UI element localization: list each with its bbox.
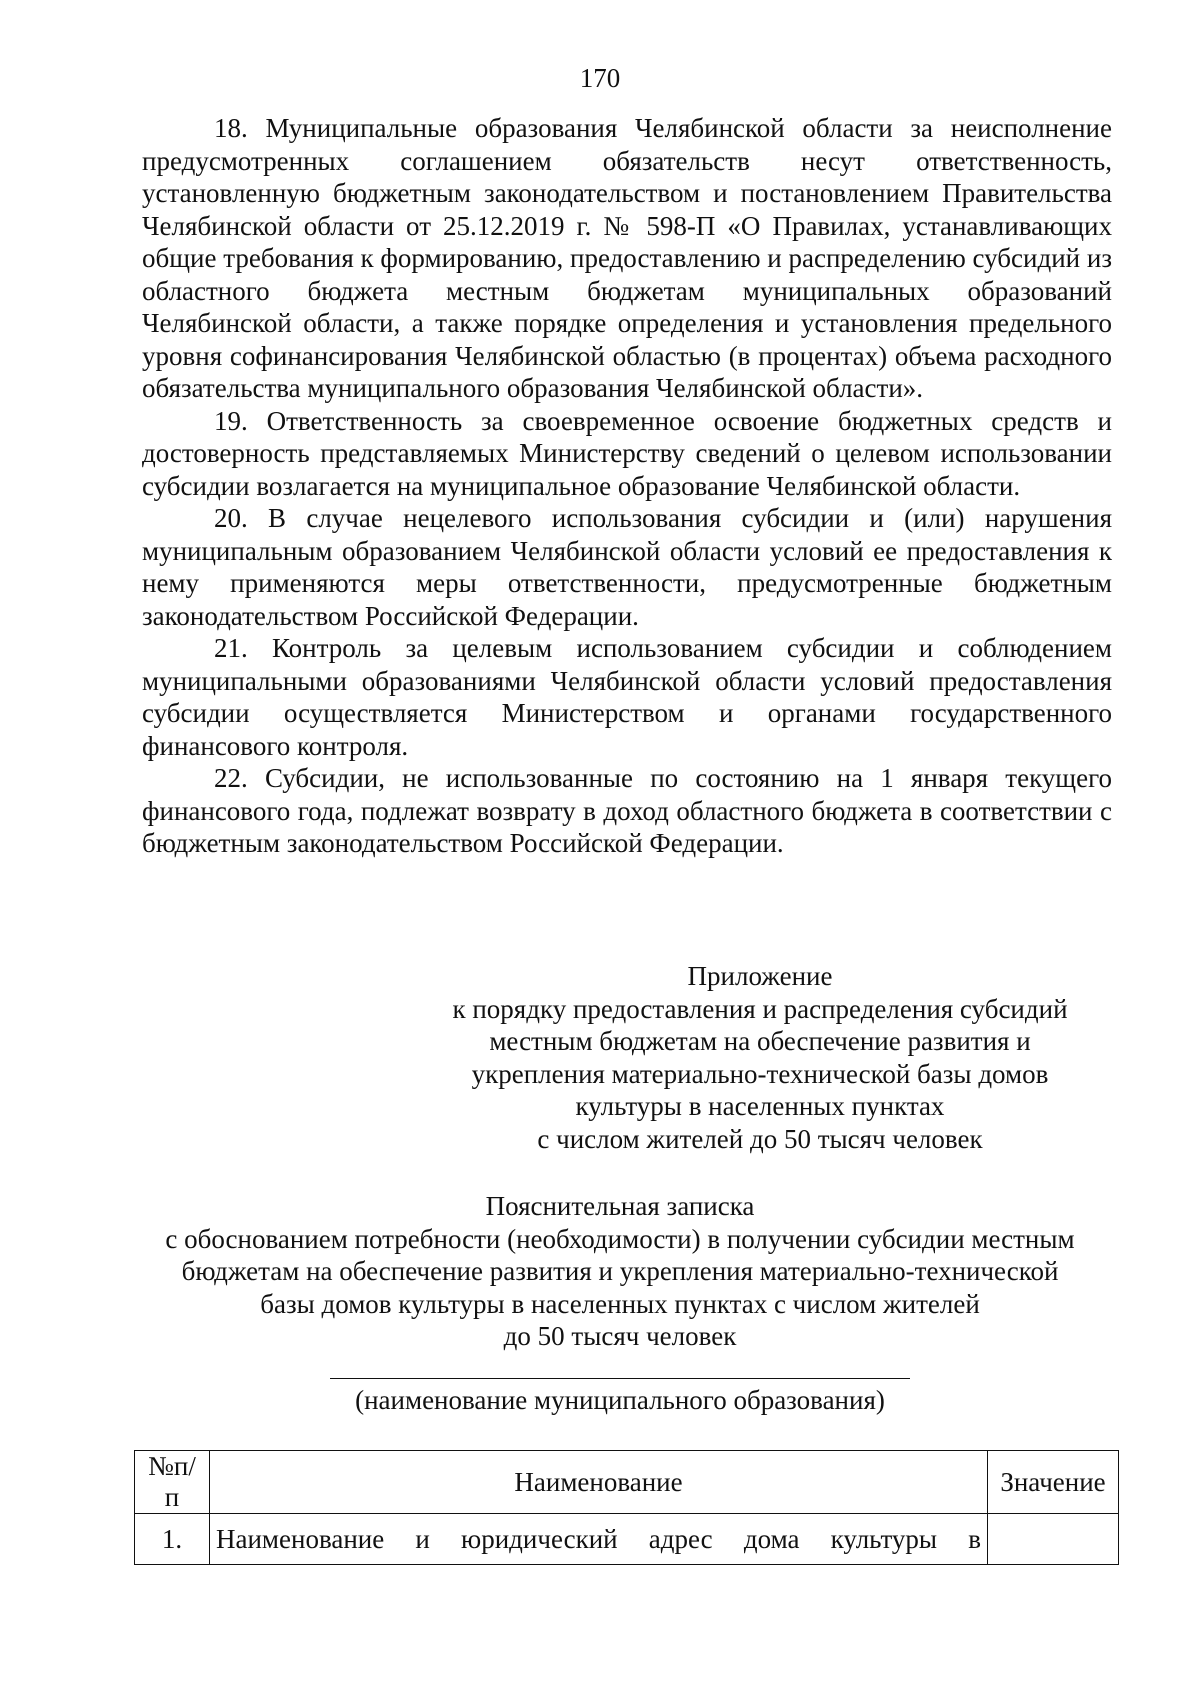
appendix-line: к порядку предоставления и распределения субсидий	[452, 993, 1068, 1024]
table-row	[135, 1514, 1119, 1565]
data-table	[134, 1450, 1119, 1565]
cell-name: Наименование и юридический адрес дома культуры в	[210, 1514, 988, 1565]
municipality-name-caption: (наименование муниципального образования)	[355, 1385, 885, 1415]
appendix-line: культуры в населенных пунктах	[575, 1091, 945, 1121]
note-title: Пояснительная записка	[485, 1191, 755, 1221]
appendix-title: Приложение	[687, 961, 833, 991]
appendix-line: укрепления материально-технической базы домов	[471, 1058, 1049, 1089]
header-name: Наименование	[210, 1451, 988, 1514]
cell-value	[988, 1514, 1119, 1565]
paragraph-19: 19. Ответственность за своевременное освоение бюджетных средств и достоверность представляемых Министерству сведений о целевом использовании субсидии возлагается на муниципальное образование Челябинской области.	[142, 405, 1112, 501]
paragraph-21: 21. Контроль за целевым использованием субсидии и соблюдением муниципальными образованиями Челябинской области условий предоставления субсидии осуществляется Министерством и органами государственного финансового контроля.	[142, 633, 1112, 761]
document-body	[142, 112, 1112, 860]
explanatory-note-heading	[130, 1190, 1110, 1353]
paragraph-20: 20. В случае нецелевого использования субсидии и (или) нарушения муниципальным образованием Челябинской области условий ее предоставления к нему применяются меры ответственности, предусмотренные бюджетным законодательством Российской Федерации.	[142, 503, 1112, 631]
appendix-header	[420, 960, 1100, 1155]
cell-number: 1.	[135, 1514, 210, 1565]
table-header-row	[135, 1451, 1119, 1514]
header-number: №п/п	[135, 1451, 210, 1514]
header-value: Значение	[988, 1451, 1119, 1514]
paragraph-18: 18. Муниципальные образования Челябинской области за неисполнение предусмотренных соглашением обязательств несут ответственность, установленную бюджетным законодательством и постановлением Правительства Челябинской области от 25.12.2019 г. № 598-П «О Правилах, устанавливающих общие требования к формированию, предоставлению и распределению субсидий из областного бюджета местным бюджетам муниципальных образований Челябинской области, а также порядке определения и установления предельного уровня софинансирования Челябинской областью (в процентах) объема расходного обязательства муниципального образования Челябинской области».	[142, 113, 1112, 403]
note-line: до 50 тысяч человек	[503, 1321, 737, 1351]
note-line: бюджетам на обеспечение развития и укрепления материально-технической	[181, 1256, 1059, 1286]
appendix-line: с числом жителей до 50 тысяч человек	[537, 1123, 983, 1154]
municipality-name-blank-line	[330, 1378, 910, 1379]
page-number: 170	[579, 63, 621, 93]
paragraph-22: 22. Субсидии, не использованные по состоянию на 1 января текущего финансового года, подлежат возврату в доход областного бюджета в соответствии с бюджетным законодательством Российской Федерации.	[142, 763, 1112, 858]
appendix-line: местным бюджетам на обеспечение развития и	[489, 1026, 1031, 1056]
note-line: с обоснованием потребности (необходимости) в получении субсидии местным	[165, 1223, 1075, 1254]
note-line: базы домов культуры в населенных пунктах с числом жителей	[260, 1288, 980, 1319]
